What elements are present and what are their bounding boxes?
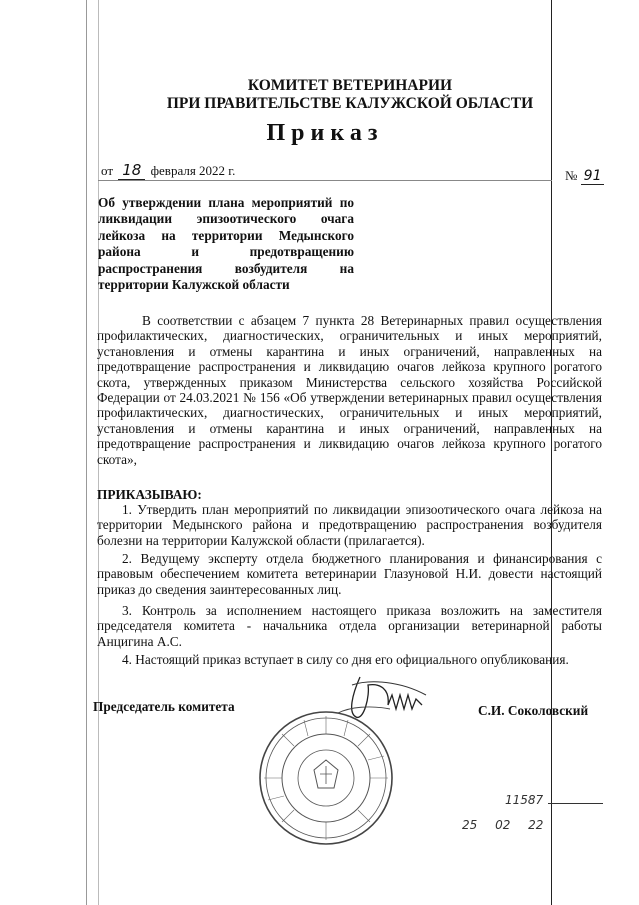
- order-item: 4. Настоящий приказ вступает в силу со дня его официального опубликования.: [122, 652, 569, 667]
- registration-date: 25 02 22: [462, 818, 544, 832]
- document-type-title: Приказ: [266, 120, 384, 146]
- order-item: 1. Утвердить план мероприятий по ликвидации эпизоотического очага лейкоза на территории Медынского района и предотвращению распространения возбудителя болезни на территории Калужской области (прилагается).: [97, 502, 602, 548]
- organization-subtitle: ПРИ ПРАВИТЕЛЬСТВЕ КАЛУЖСКОЙ ОБЛАСТИ: [166, 95, 534, 112]
- signatory-role: Председатель комитета: [93, 699, 235, 714]
- organization-name: КОМИТЕТ ВЕТЕРИНАРИИ: [247, 77, 453, 94]
- order-item: 2. Ведущему эксперту отдела бюджетного планирования и финансирования с правовым обеспечением комитета ветеринарии Глазуновой Н.И. довести настоящий приказ до сведения заинтересованных лиц.: [97, 551, 602, 597]
- order-directive-heading: ПРИКАЗЫВАЮ:: [97, 487, 202, 502]
- document-subject: Об утверждении плана мероприятий по ликвидации эпизоотического очага лейкоза на территории Медынского района и предотвращению распространения возбудителя на территории Калужской области: [98, 195, 354, 293]
- scan-artifact-line: [86, 0, 87, 905]
- preamble-paragraph: В соответствии с абзацем 7 пункта 28 Ветеринарных правил осуществления профилактических, диагностических, ограничительных и иных мероприятий, установления и отмены карантина и иных ограничений, направленных на предотвращение распространения и ликвидацию очагов лейкоза крупного рогатого скота, утвержденных приказом Министерства сельского хозяйства Российской Федерации от 24.03.2021 № 156 «Об утверждении ветеринарных правил осуществления профилактических, диагностических, ограничительных и иных мероприятий, установления и отмены карантина и иных ограничений, направленных на предотвращение распространения и ликвидацию очагов лейкоза крупного рогатого скота»,: [97, 313, 602, 467]
- number-handwritten: 91: [581, 168, 605, 185]
- date-month-year: февраля 2022 г.: [150, 163, 236, 178]
- scan-artifact-line: [548, 803, 603, 804]
- document-date: [101, 161, 235, 180]
- date-prefix: от: [101, 163, 114, 178]
- number-prefix: №: [565, 168, 578, 183]
- official-seal-stamp: [256, 708, 396, 848]
- order-item: 3. Контроль за исполнением настоящего приказа возложить на заместителя председателя комитета - начальника отдела организации ветеринарной работы Анцигина А.С.: [97, 603, 602, 649]
- signatory-name: С.И. Соколовский: [478, 703, 589, 718]
- scan-artifact-line: [98, 180, 552, 181]
- document-number: [565, 168, 604, 185]
- date-day-handwritten: 18: [118, 161, 145, 180]
- registration-number: 11587: [505, 793, 544, 807]
